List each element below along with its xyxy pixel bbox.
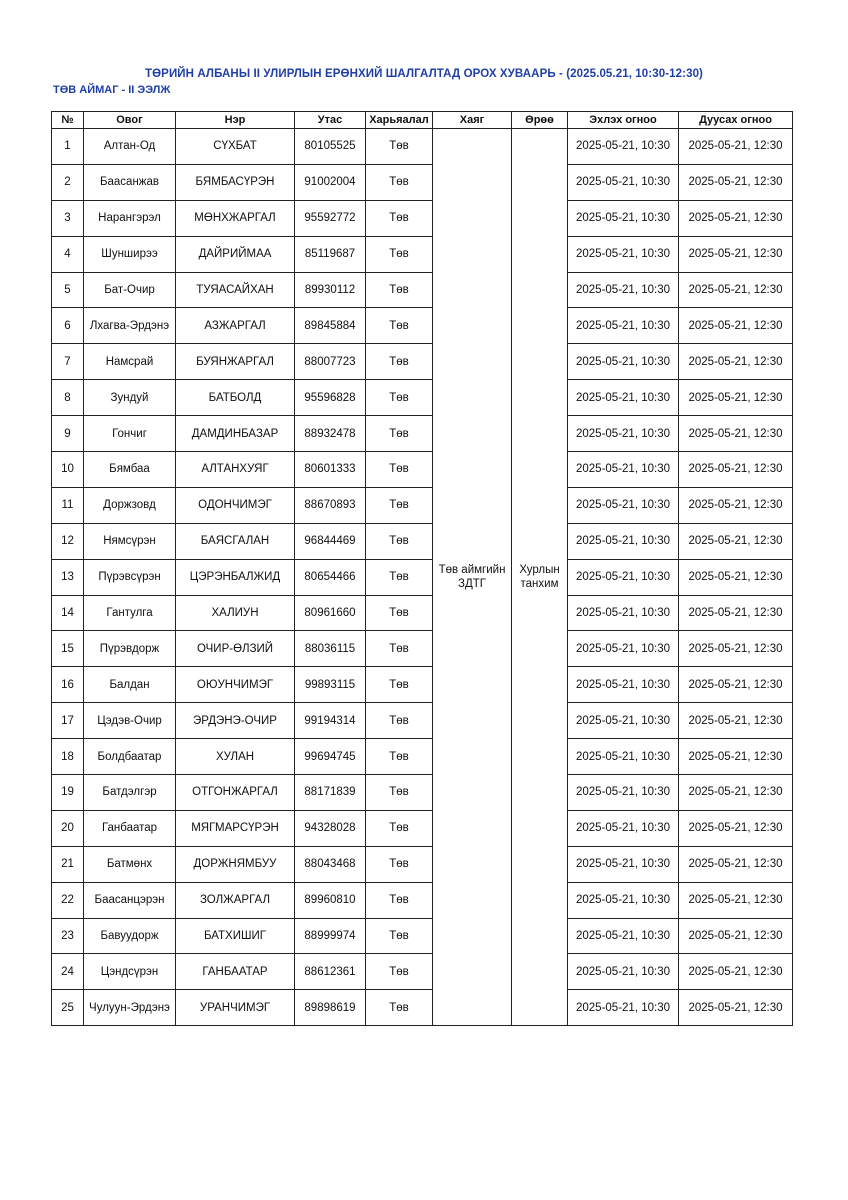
- cell-name: ЗОЛЖАРГАЛ: [176, 882, 295, 918]
- cell-phone: 95592772: [295, 200, 366, 236]
- cell-name: ГАНБААТАР: [176, 954, 295, 990]
- cell-start: 2025-05-21, 10:30: [568, 487, 679, 523]
- cell-phone: 80961660: [295, 595, 366, 631]
- cell-phone: 89845884: [295, 308, 366, 344]
- table-row: [52, 164, 793, 200]
- cell-start: 2025-05-21, 10:30: [568, 523, 679, 559]
- cell-jurisdiction: Төв: [366, 667, 433, 703]
- cell-no: 17: [52, 703, 84, 739]
- cell-start: 2025-05-21, 10:30: [568, 882, 679, 918]
- cell-surname: Зундуй: [84, 380, 176, 416]
- cell-no: 21: [52, 846, 84, 882]
- col-header-no: №: [52, 112, 84, 129]
- cell-end: 2025-05-21, 12:30: [679, 129, 793, 165]
- cell-jurisdiction: Төв: [366, 954, 433, 990]
- cell-end: 2025-05-21, 12:30: [679, 739, 793, 775]
- cell-jurisdiction: Төв: [366, 810, 433, 846]
- cell-surname: Намсрай: [84, 344, 176, 380]
- cell-no: 10: [52, 452, 84, 488]
- cell-start: 2025-05-21, 10:30: [568, 129, 679, 165]
- cell-no: 20: [52, 810, 84, 846]
- cell-surname: Болдбаатар: [84, 739, 176, 775]
- cell-no: 8: [52, 380, 84, 416]
- cell-jurisdiction: Төв: [366, 164, 433, 200]
- cell-end: 2025-05-21, 12:30: [679, 954, 793, 990]
- cell-surname: Гончиг: [84, 416, 176, 452]
- table-row: [52, 487, 793, 523]
- cell-start: 2025-05-21, 10:30: [568, 416, 679, 452]
- cell-name: БУЯНЖАРГАЛ: [176, 344, 295, 380]
- cell-start: 2025-05-21, 10:30: [568, 810, 679, 846]
- cell-phone: 88036115: [295, 631, 366, 667]
- cell-start: 2025-05-21, 10:30: [568, 380, 679, 416]
- cell-end: 2025-05-21, 12:30: [679, 380, 793, 416]
- cell-end: 2025-05-21, 12:30: [679, 272, 793, 308]
- cell-no: 16: [52, 667, 84, 703]
- cell-surname: Лхагва-Эрдэнэ: [84, 308, 176, 344]
- cell-name: МЯГМАРСҮРЭН: [176, 810, 295, 846]
- cell-end: 2025-05-21, 12:30: [679, 523, 793, 559]
- cell-jurisdiction: Төв: [366, 272, 433, 308]
- cell-no: 3: [52, 200, 84, 236]
- cell-jurisdiction: Төв: [366, 846, 433, 882]
- cell-jurisdiction: Төв: [366, 523, 433, 559]
- cell-no: 14: [52, 595, 84, 631]
- cell-phone: 89930112: [295, 272, 366, 308]
- table-row: [52, 308, 793, 344]
- table-row: [52, 200, 793, 236]
- cell-name: БАЯСГАЛАН: [176, 523, 295, 559]
- cell-surname: Бат-Очир: [84, 272, 176, 308]
- cell-name: МӨНХЖАРГАЛ: [176, 200, 295, 236]
- cell-jurisdiction: Төв: [366, 380, 433, 416]
- cell-name: ОТГОНЖАРГАЛ: [176, 775, 295, 811]
- cell-start: 2025-05-21, 10:30: [568, 452, 679, 488]
- cell-jurisdiction: Төв: [366, 775, 433, 811]
- col-header-jurisdiction: Харьяалал: [366, 112, 433, 129]
- cell-phone: 88999974: [295, 918, 366, 954]
- table-row: [52, 703, 793, 739]
- cell-start: 2025-05-21, 10:30: [568, 631, 679, 667]
- cell-surname: Нямсүрэн: [84, 523, 176, 559]
- table-row: [52, 523, 793, 559]
- cell-no: 13: [52, 559, 84, 595]
- cell-jurisdiction: Төв: [366, 918, 433, 954]
- cell-start: 2025-05-21, 10:30: [568, 775, 679, 811]
- cell-name: ЦЭРЭНБАЛЖИД: [176, 559, 295, 595]
- cell-name: УРАНЧИМЭГ: [176, 990, 295, 1026]
- cell-end: 2025-05-21, 12:30: [679, 667, 793, 703]
- table-row: [52, 882, 793, 918]
- cell-phone: 88932478: [295, 416, 366, 452]
- table-row: [52, 344, 793, 380]
- cell-name: ДОРЖНЯМБУУ: [176, 846, 295, 882]
- cell-end: 2025-05-21, 12:30: [679, 631, 793, 667]
- col-header-address: Хаяг: [433, 112, 512, 129]
- cell-end: 2025-05-21, 12:30: [679, 416, 793, 452]
- cell-surname: Нарангэрэл: [84, 200, 176, 236]
- cell-phone: 99694745: [295, 739, 366, 775]
- cell-end: 2025-05-21, 12:30: [679, 882, 793, 918]
- table-row: [52, 129, 793, 165]
- table-row: [52, 380, 793, 416]
- cell-start: 2025-05-21, 10:30: [568, 308, 679, 344]
- cell-end: 2025-05-21, 12:30: [679, 559, 793, 595]
- cell-name: БАТХИШИГ: [176, 918, 295, 954]
- cell-name: ОДОНЧИМЭГ: [176, 487, 295, 523]
- cell-phone: 80654466: [295, 559, 366, 595]
- table-header-row: [52, 112, 793, 129]
- col-header-name: Нэр: [176, 112, 295, 129]
- cell-end: 2025-05-21, 12:30: [679, 236, 793, 272]
- cell-start: 2025-05-21, 10:30: [568, 164, 679, 200]
- cell-end: 2025-05-21, 12:30: [679, 452, 793, 488]
- cell-phone: 89960810: [295, 882, 366, 918]
- cell-name: БАТБОЛД: [176, 380, 295, 416]
- cell-jurisdiction: Төв: [366, 882, 433, 918]
- cell-surname: Бямбаа: [84, 452, 176, 488]
- page-subtitle: ТӨВ АЙМАГ - II ЭЭЛЖ: [53, 84, 171, 96]
- cell-no: 5: [52, 272, 84, 308]
- cell-no: 1: [52, 129, 84, 165]
- table-row: [52, 918, 793, 954]
- cell-phone: 99893115: [295, 667, 366, 703]
- cell-jurisdiction: Төв: [366, 990, 433, 1026]
- cell-surname: Ганбаатар: [84, 810, 176, 846]
- table-row: [52, 667, 793, 703]
- cell-phone: 96844469: [295, 523, 366, 559]
- cell-name: ТУЯАСАЙХАН: [176, 272, 295, 308]
- cell-end: 2025-05-21, 12:30: [679, 164, 793, 200]
- table-row: [52, 954, 793, 990]
- cell-start: 2025-05-21, 10:30: [568, 703, 679, 739]
- cell-start: 2025-05-21, 10:30: [568, 846, 679, 882]
- cell-no: 24: [52, 954, 84, 990]
- cell-no: 23: [52, 918, 84, 954]
- cell-no: 18: [52, 739, 84, 775]
- cell-no: 11: [52, 487, 84, 523]
- cell-surname: Алтан-Од: [84, 129, 176, 165]
- cell-surname: Цэдэв-Очир: [84, 703, 176, 739]
- cell-name: БЯМБАСҮРЭН: [176, 164, 295, 200]
- cell-start: 2025-05-21, 10:30: [568, 954, 679, 990]
- cell-phone: 88612361: [295, 954, 366, 990]
- cell-end: 2025-05-21, 12:30: [679, 344, 793, 380]
- cell-name: АЗЖАРГАЛ: [176, 308, 295, 344]
- cell-jurisdiction: Төв: [366, 559, 433, 595]
- table-row: [52, 452, 793, 488]
- cell-surname: Цэндсүрэн: [84, 954, 176, 990]
- col-header-end: Дуусах огноо: [679, 112, 793, 129]
- col-header-surname: Овог: [84, 112, 176, 129]
- cell-start: 2025-05-21, 10:30: [568, 595, 679, 631]
- table-row: [52, 990, 793, 1026]
- col-header-start: Эхлэх огноо: [568, 112, 679, 129]
- cell-end: 2025-05-21, 12:30: [679, 846, 793, 882]
- table-row: [52, 236, 793, 272]
- cell-surname: Батдэлгэр: [84, 775, 176, 811]
- cell-end: 2025-05-21, 12:30: [679, 775, 793, 811]
- cell-name: АЛТАНХУЯГ: [176, 452, 295, 488]
- col-header-phone: Утас: [295, 112, 366, 129]
- cell-no: 22: [52, 882, 84, 918]
- cell-no: 9: [52, 416, 84, 452]
- cell-jurisdiction: Төв: [366, 129, 433, 165]
- cell-jurisdiction: Төв: [366, 631, 433, 667]
- page-title: ТӨРИЙН АЛБАНЫ II УЛИРЛЫН ЕРӨНХИЙ ШАЛГАЛТАД ОРОХ ХУВААРЬ - (2025.05.21, 10:30-12:30): [145, 68, 703, 80]
- cell-name: ОЧИР-ӨЛЗИЙ: [176, 631, 295, 667]
- cell-end: 2025-05-21, 12:30: [679, 810, 793, 846]
- cell-surname: Баасанжав: [84, 164, 176, 200]
- cell-room-merged: Хурлын танхим: [512, 129, 568, 1026]
- cell-start: 2025-05-21, 10:30: [568, 990, 679, 1026]
- cell-surname: Балдан: [84, 667, 176, 703]
- cell-name: ОЮУНЧИМЭГ: [176, 667, 295, 703]
- cell-surname: Пүрэвсүрэн: [84, 559, 176, 595]
- cell-start: 2025-05-21, 10:30: [568, 667, 679, 703]
- cell-end: 2025-05-21, 12:30: [679, 487, 793, 523]
- cell-start: 2025-05-21, 10:30: [568, 236, 679, 272]
- table-body: [52, 129, 793, 1026]
- cell-jurisdiction: Төв: [366, 703, 433, 739]
- cell-surname: Баасанцэрэн: [84, 882, 176, 918]
- cell-end: 2025-05-21, 12:30: [679, 990, 793, 1026]
- cell-jurisdiction: Төв: [366, 595, 433, 631]
- cell-no: 6: [52, 308, 84, 344]
- table-row: [52, 559, 793, 595]
- cell-jurisdiction: Төв: [366, 308, 433, 344]
- cell-jurisdiction: Төв: [366, 452, 433, 488]
- cell-jurisdiction: Төв: [366, 416, 433, 452]
- cell-jurisdiction: Төв: [366, 236, 433, 272]
- cell-jurisdiction: Төв: [366, 487, 433, 523]
- table-row: [52, 416, 793, 452]
- cell-phone: 95596828: [295, 380, 366, 416]
- cell-phone: 89898619: [295, 990, 366, 1026]
- table-row: [52, 810, 793, 846]
- cell-phone: 88670893: [295, 487, 366, 523]
- cell-surname: Батмөнх: [84, 846, 176, 882]
- cell-address-merged: Төв аймгийн ЗДТГ: [433, 129, 512, 1026]
- cell-phone: 88043468: [295, 846, 366, 882]
- cell-phone: 88171839: [295, 775, 366, 811]
- cell-start: 2025-05-21, 10:30: [568, 739, 679, 775]
- cell-start: 2025-05-21, 10:30: [568, 200, 679, 236]
- cell-phone: 80601333: [295, 452, 366, 488]
- cell-name: ДАЙРИЙМАА: [176, 236, 295, 272]
- cell-surname: Доржзовд: [84, 487, 176, 523]
- cell-phone: 91002004: [295, 164, 366, 200]
- table-row: [52, 272, 793, 308]
- cell-phone: 80105525: [295, 129, 366, 165]
- table-row: [52, 846, 793, 882]
- cell-name: ДАМДИНБАЗАР: [176, 416, 295, 452]
- cell-no: 12: [52, 523, 84, 559]
- cell-start: 2025-05-21, 10:30: [568, 272, 679, 308]
- table-row: [52, 595, 793, 631]
- cell-jurisdiction: Төв: [366, 344, 433, 380]
- cell-phone: 94328028: [295, 810, 366, 846]
- cell-jurisdiction: Төв: [366, 739, 433, 775]
- cell-name: ХУЛАН: [176, 739, 295, 775]
- cell-no: 25: [52, 990, 84, 1026]
- cell-phone: 99194314: [295, 703, 366, 739]
- cell-no: 19: [52, 775, 84, 811]
- cell-phone: 88007723: [295, 344, 366, 380]
- cell-start: 2025-05-21, 10:30: [568, 344, 679, 380]
- table-row: [52, 739, 793, 775]
- table-row: [52, 775, 793, 811]
- cell-name: ХАЛИУН: [176, 595, 295, 631]
- schedule-table: [51, 111, 793, 1026]
- cell-end: 2025-05-21, 12:30: [679, 308, 793, 344]
- cell-no: 15: [52, 631, 84, 667]
- table-row: [52, 631, 793, 667]
- cell-jurisdiction: Төв: [366, 200, 433, 236]
- cell-end: 2025-05-21, 12:30: [679, 595, 793, 631]
- cell-phone: 85119687: [295, 236, 366, 272]
- cell-surname: Бавуудорж: [84, 918, 176, 954]
- cell-no: 2: [52, 164, 84, 200]
- cell-name: СҮХБАТ: [176, 129, 295, 165]
- cell-surname: Гантулга: [84, 595, 176, 631]
- col-header-room: Өрөө: [512, 112, 568, 129]
- cell-end: 2025-05-21, 12:30: [679, 918, 793, 954]
- cell-surname: Чулуун-Эрдэнэ: [84, 990, 176, 1026]
- cell-name: ЭРДЭНЭ-ОЧИР: [176, 703, 295, 739]
- cell-start: 2025-05-21, 10:30: [568, 559, 679, 595]
- cell-end: 2025-05-21, 12:30: [679, 703, 793, 739]
- cell-surname: Пүрэвдорж: [84, 631, 176, 667]
- cell-no: 4: [52, 236, 84, 272]
- cell-end: 2025-05-21, 12:30: [679, 200, 793, 236]
- cell-start: 2025-05-21, 10:30: [568, 918, 679, 954]
- cell-no: 7: [52, 344, 84, 380]
- cell-surname: Шуншиpээ: [84, 236, 176, 272]
